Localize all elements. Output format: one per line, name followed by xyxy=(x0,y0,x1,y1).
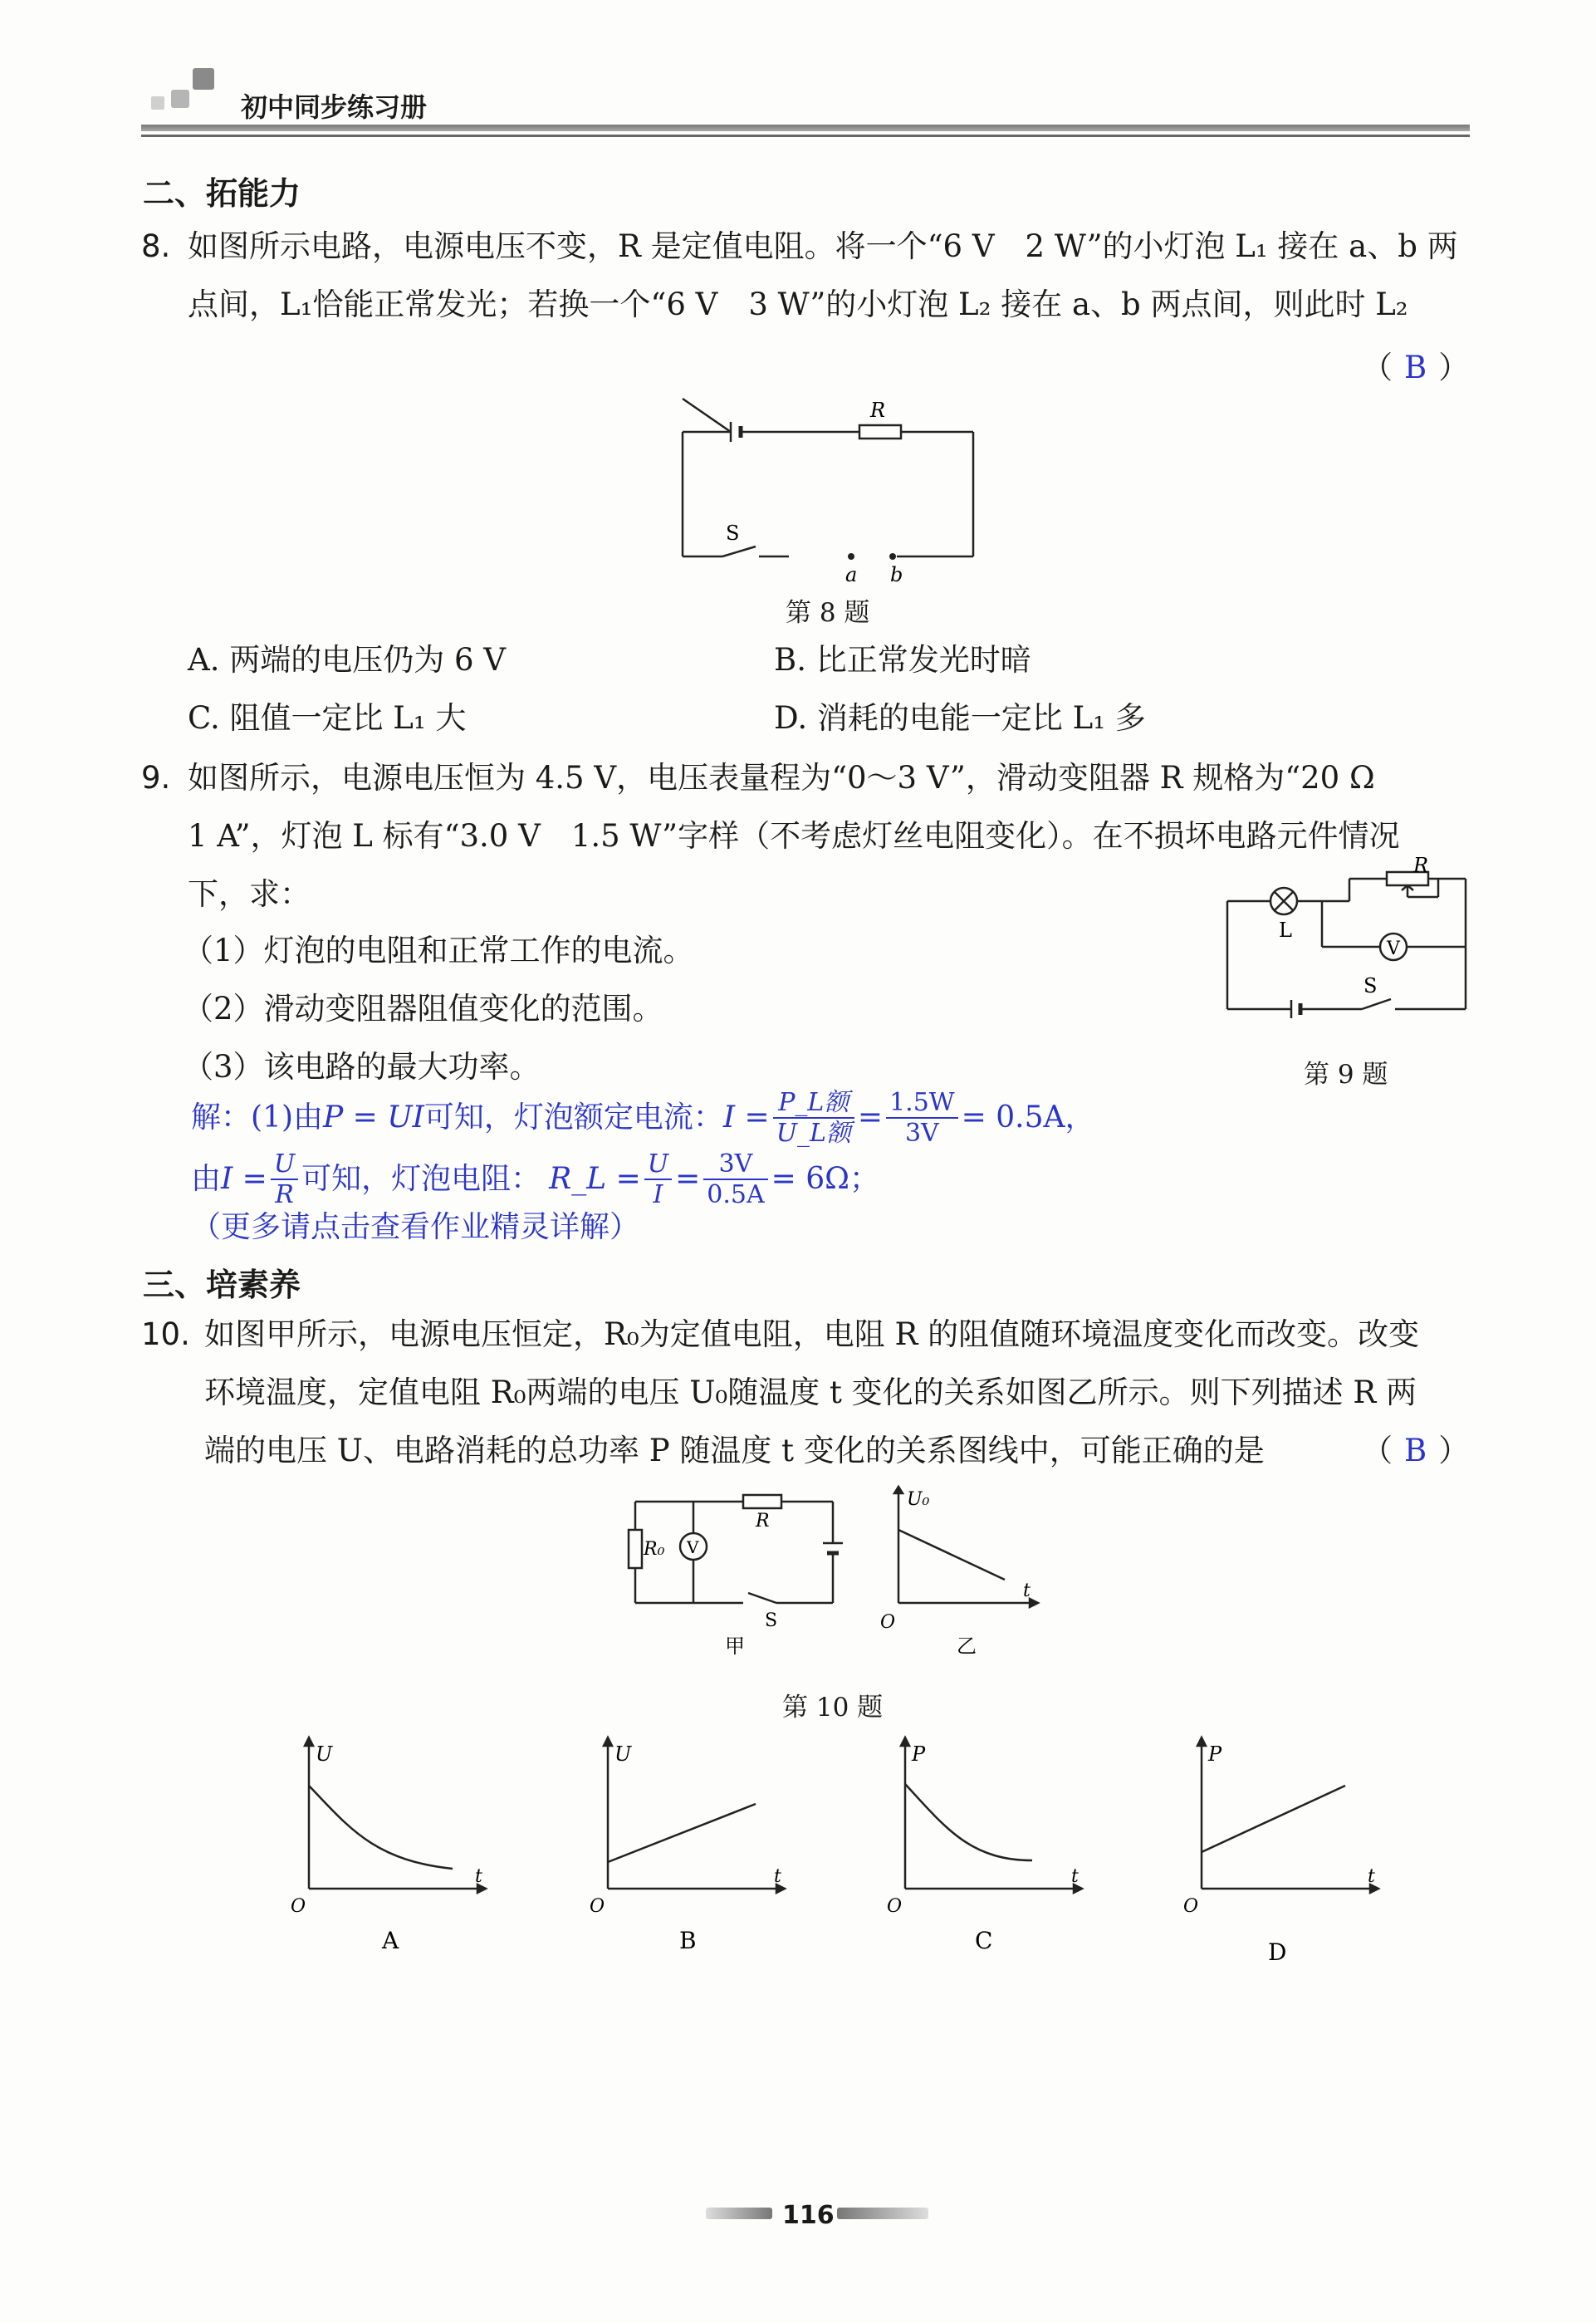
q9-line1: 如图所示，电源电压恒为 4.5 V，电压表量程为“0～3 V”，滑动变阻器 R 规格为“20 Ω xyxy=(188,760,1375,796)
q10-graph-c xyxy=(887,1736,1094,1960)
graph-d-curve xyxy=(1202,1786,1345,1852)
switch-s xyxy=(722,546,756,556)
label-jia: 甲 xyxy=(725,1634,745,1658)
q10-caption: 第 10 题 xyxy=(782,1693,884,1723)
q10-graph-a xyxy=(291,1736,498,1960)
q8-answer-close: ） xyxy=(1438,350,1470,385)
sol-i-eq: I = xyxy=(722,1100,770,1135)
sol-f2-num: 1.5W xyxy=(886,1090,958,1120)
q10-answer: B xyxy=(1404,1433,1427,1468)
q10-answer-open: （ xyxy=(1362,1433,1393,1468)
terminal-b xyxy=(889,553,896,560)
q10-number: 10. xyxy=(141,1316,190,1352)
sol-eq2: = xyxy=(675,1162,701,1196)
yi-label: 乙 xyxy=(957,1634,977,1658)
label-v: V xyxy=(1387,939,1400,959)
q9-number: 9. xyxy=(141,760,171,796)
label-r9: R xyxy=(1413,854,1429,877)
label-v10: V xyxy=(687,1537,699,1557)
header-rule-thin xyxy=(141,135,1470,137)
q8-option-c: C. 阻值一定比 L₁ 大 xyxy=(188,700,467,736)
sol-f2-den: 3V xyxy=(904,1119,939,1148)
q10-graph-yi xyxy=(880,1487,1046,1658)
section-title-3: 三、培素养 xyxy=(143,1267,301,1303)
graph-d-x: t xyxy=(1368,1866,1375,1887)
sol-f5-den: 0.5A xyxy=(707,1180,765,1209)
header-title: 初中同步练习册 xyxy=(241,91,428,123)
q9-sub2: （2）滑动变阻器阻值变化的范围。 xyxy=(183,991,663,1027)
graph-c-curve xyxy=(905,1784,1032,1860)
q8-caption: 第 8 题 xyxy=(786,598,870,628)
graph-a-o: O xyxy=(291,1896,306,1917)
graph-a-label: A xyxy=(382,1927,399,1954)
q8-option-a: A. 两端的电压仍为 6 V xyxy=(188,642,507,678)
yi-origin: O xyxy=(880,1612,896,1633)
label-s10: S xyxy=(765,1610,778,1631)
graph-b-o: O xyxy=(590,1896,605,1917)
q8-line2: 点间，L₁恰能正常发光；若换一个“6 V 3 W”的小灯泡 L₂ 接在 a、b 两点间，则此时 L₂ xyxy=(188,287,1408,322)
q8-answer: B xyxy=(1404,350,1427,385)
graph-d-y: P xyxy=(1208,1742,1222,1766)
q9-sub3: （3）该电路的最大功率。 xyxy=(183,1049,541,1085)
switch-s9 xyxy=(1362,999,1391,1009)
sol-f3-num: U xyxy=(271,1151,298,1181)
q9-solution-more-link[interactable]: （更多请点击查看作业精灵详解） xyxy=(191,1210,640,1244)
sol-f5-num: 3V xyxy=(703,1151,767,1181)
sol-f3-den: R xyxy=(275,1180,294,1209)
sol-mid2: 可知，灯泡电阻： xyxy=(301,1162,541,1196)
graph-a-y: U xyxy=(316,1742,333,1766)
sol-frac3 xyxy=(271,1151,298,1208)
sol-frac4 xyxy=(644,1151,672,1208)
label-b: b xyxy=(890,563,903,586)
graph-a-curve xyxy=(309,1786,453,1869)
label-r0: R₀ xyxy=(644,1539,665,1560)
graph-b-y: U xyxy=(614,1742,632,1766)
q9-line2: 1 A”，灯泡 L 标有“3.0 V 1.5 W”字样（不考虑灯丝电阻变化）。在不损坏电路元件情况 xyxy=(188,818,1400,854)
graph-b-curve xyxy=(608,1804,756,1862)
sol-f1-den: U_L额 xyxy=(776,1119,851,1148)
sol-frac2 xyxy=(886,1087,958,1148)
sol-mid1: 可知，灯泡额定电流： xyxy=(423,1100,723,1135)
q10-graph-b xyxy=(590,1736,797,1960)
q10-answer-bracket xyxy=(1362,1435,1469,1466)
yi-x-label: t xyxy=(1023,1581,1031,1601)
label-r: R xyxy=(870,399,886,422)
q10-circuit-jia xyxy=(627,1487,851,1658)
footer-decoration-left xyxy=(706,2208,772,2219)
q8-answer-open: （ xyxy=(1362,350,1393,385)
sol-prefix2: 由 xyxy=(191,1162,222,1196)
q8-line1: 如图所示电路，电源电压不变，R 是定值电阻。将一个“6 V 2 W”的小灯泡 L₁ 接在 a、b 两 xyxy=(188,228,1458,264)
q10-answer-close: ） xyxy=(1438,1433,1470,1468)
switch-s10 xyxy=(748,1593,776,1603)
q8-answer-bracket xyxy=(1362,352,1469,383)
graph-d-o: O xyxy=(1183,1896,1199,1917)
sol-f4-num: U xyxy=(644,1151,672,1181)
q9-solution-line1 xyxy=(191,1088,1094,1148)
yi-y-label: U₀ xyxy=(907,1489,930,1510)
q10-graph-d xyxy=(1183,1736,1391,1968)
sol-frac1 xyxy=(773,1087,854,1148)
header-decoration xyxy=(141,68,216,115)
label-a: a xyxy=(845,563,858,586)
q9-solution-line2 xyxy=(191,1149,879,1209)
sol-f1-num: P_L额 xyxy=(773,1090,854,1120)
section-title-2: 二、拓能力 xyxy=(143,175,301,212)
q9-line3: 下，求： xyxy=(188,876,311,912)
graph-b-x: t xyxy=(774,1866,781,1887)
graph-c-y: P xyxy=(912,1742,926,1766)
sol-result2: = 6Ω； xyxy=(771,1162,879,1196)
q8-number: 8. xyxy=(141,228,171,264)
label-l: L xyxy=(1279,919,1292,942)
q8-circuit-diagram xyxy=(673,399,988,586)
sol-i-eq2: I = xyxy=(221,1162,267,1196)
sol-result1: = 0.5A， xyxy=(961,1100,1095,1135)
graph-d-label: D xyxy=(1268,1938,1287,1966)
q8-option-b: B. 比正常发光时暗 xyxy=(774,642,1031,678)
terminal-a xyxy=(848,553,854,560)
sol-eq1: = xyxy=(857,1100,884,1135)
graph-c-o: O xyxy=(887,1896,903,1917)
graph-a-x: t xyxy=(475,1866,482,1887)
resistor-r0 xyxy=(629,1530,642,1568)
yi-curve xyxy=(898,1530,1005,1580)
graph-b-label: B xyxy=(679,1927,697,1954)
resistor-r xyxy=(859,425,901,439)
sol-rl-eq: R_L = xyxy=(549,1162,641,1196)
q9-circuit-diagram xyxy=(1221,854,1478,1022)
q10-line2: 环境温度，定值电阻 R₀两端的电压 U₀随温度 t 变化的关系如图乙所示。则下列描述 R 两 xyxy=(204,1375,1417,1410)
resistor-r10 xyxy=(743,1495,781,1508)
sol-f4-den: I xyxy=(653,1180,663,1209)
q9-sub1: （1）灯泡的电阻和正常工作的电流。 xyxy=(183,933,694,968)
label-s9: S xyxy=(1363,974,1378,997)
sol-formula1: P = UI xyxy=(323,1100,424,1135)
header-rule xyxy=(141,125,1470,131)
sol-prefix: 解：(1)由 xyxy=(191,1100,323,1135)
page-number: 116 xyxy=(782,2201,835,2230)
label-r10: R xyxy=(756,1511,770,1532)
graph-c-label: C xyxy=(975,1927,993,1954)
footer-decoration-right xyxy=(837,2208,928,2219)
graph-c-x: t xyxy=(1071,1866,1079,1887)
label-s: S xyxy=(726,522,740,545)
q8-option-d: D. 消耗的电能一定比 L₁ 多 xyxy=(774,700,1146,736)
q9-caption: 第 9 题 xyxy=(1304,1060,1388,1090)
q10-line3: 端的电压 U、电路消耗的总功率 P 随温度 t 变化的关系图线中，可能正确的是 xyxy=(204,1433,1265,1468)
sol-frac5 xyxy=(703,1151,767,1208)
q10-line1: 如图甲所示，电源电压恒定，R₀为定值电阻，电阻 R 的阻值随环境温度变化而改变。改变 xyxy=(204,1316,1420,1352)
